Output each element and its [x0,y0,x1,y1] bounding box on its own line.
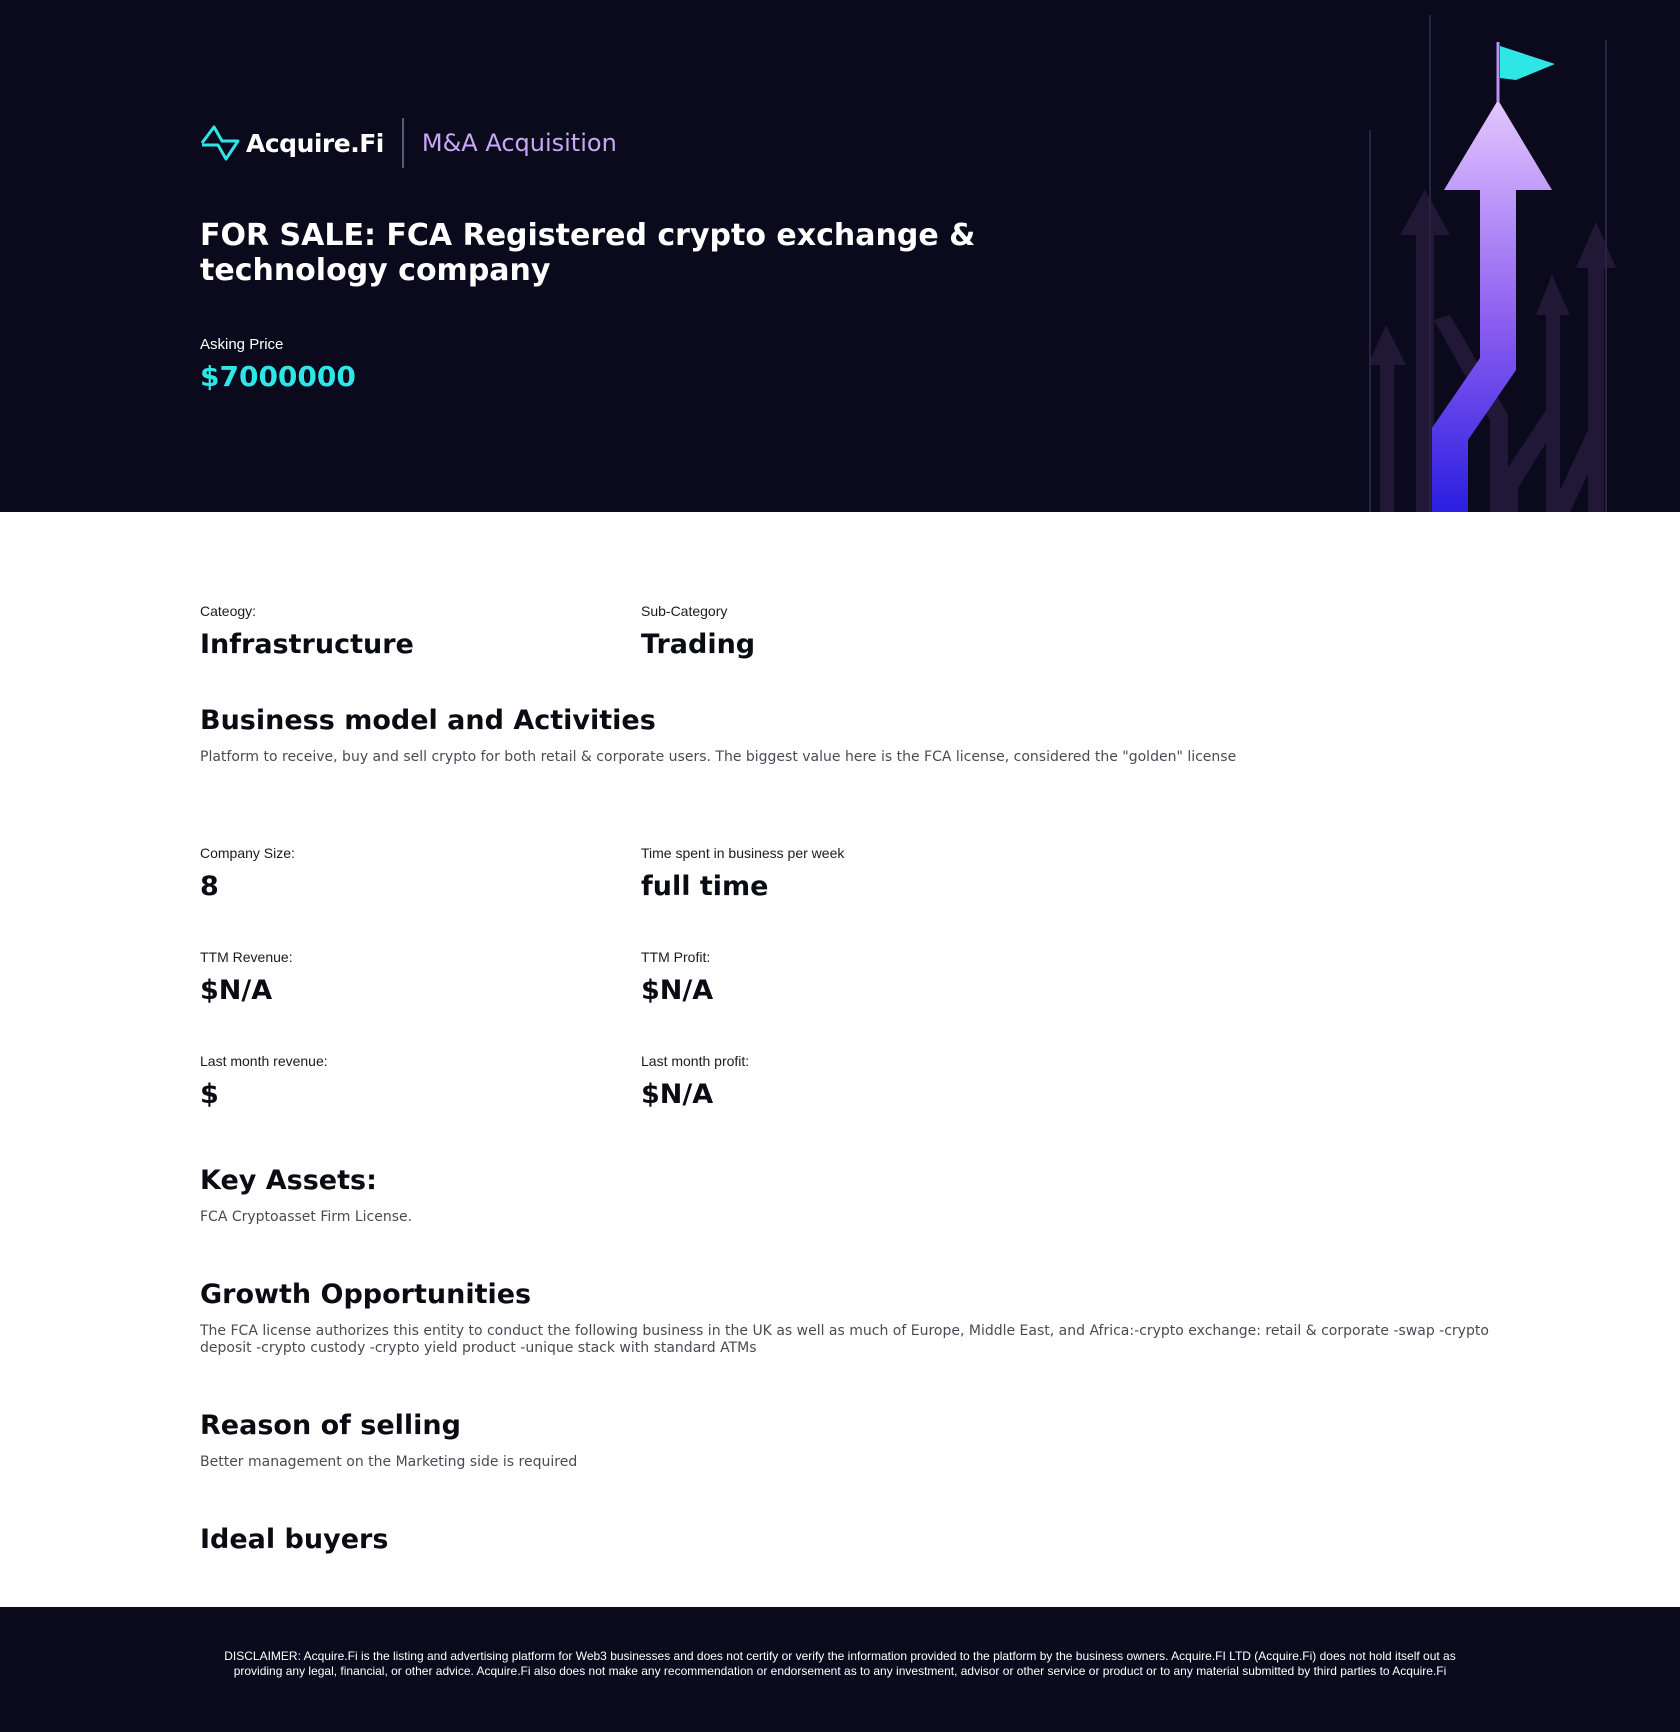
acquire-fi-logo-icon[interactable] [200,123,240,163]
company-size-field [200,845,295,902]
growth-opportunities-text: The FCA license authorizes this entity to conduct the following business in the UK as well as much of Europe, Middle East, and Africa:-crypto exchange: retail & corporate -swap -crypto deposit -crypto custody -crypto yield product -unique stack with standard ATMs [200,1323,1489,1356]
ttm-revenue-value: $N/A [200,975,273,1006]
asking-price-value: $7000000 [200,360,356,393]
last-month-revenue-field [200,1053,328,1110]
brand-subtitle: M&A Acquisition [421,129,617,157]
last-month-revenue-label: Last month revenue: [200,1053,328,1069]
footer [0,1607,1680,1732]
company-size-label: Company Size: [200,845,295,861]
category-label: Cateogy: [200,603,257,619]
key-assets-title: Key Assets: [200,1165,377,1196]
ttm-revenue-field [200,949,293,1006]
time-spent-value: full time [641,871,769,902]
last-month-profit-label: Last month profit: [641,1053,750,1069]
brand-header [200,118,617,168]
sub-category-label: Sub-Category [641,603,728,619]
brand-divider [402,118,404,168]
ideal-buyers-title: Ideal buyers [200,1524,389,1555]
category-field [200,603,414,660]
business-model-text: Platform to receive, buy and sell crypto for both retail & corporate users. The biggest value here is the FCA license, considered the "golden" license [200,749,1237,765]
sub-category-value: Trading [641,629,756,660]
last-month-profit-field [641,1053,749,1110]
ttm-profit-label: TTM Profit: [641,949,711,965]
reason-of-selling-title: Reason of selling [200,1410,461,1441]
last-month-profit-value: $N/A [641,1079,714,1110]
hero-banner [0,0,1680,512]
last-month-revenue-value: $ [200,1079,219,1110]
listing-title: FOR SALE: FCA Registered crypto exchange & technology company [200,218,976,288]
ttm-revenue-label: TTM Revenue: [200,949,293,965]
asking-price-label: Asking Price [200,336,284,353]
growth-arrow-flag-icon [1340,0,1680,512]
hero-content [200,0,1200,512]
brand-name[interactable]: Acquire.Fi [246,128,384,158]
ttm-profit-field [641,949,713,1006]
key-assets-text: FCA Cryptoasset Firm License. [200,1209,413,1225]
reason-of-selling-text: Better management on the Marketing side is required [200,1454,578,1470]
category-value: Infrastructure [200,629,414,660]
growth-opportunities-title: Growth Opportunities [200,1279,532,1310]
disclaimer-text: DISCLAIMER: Acquire.Fi is the listing and advertising platform for Web3 businesses and does not certify or verify the information provided to the platform by the business owners. Acquire.FI LTD (Acquire.Fi) does not hold itself out as providing any legal, financial, or other advice. Acquire.Fi also does not make any recommendation or endorsement as to any investment, advisor or other service or product or to any material submitted by third parties to Acquire.Fi [224,1649,1456,1678]
business-model-title: Business model and Activities [200,705,656,736]
company-size-value: 8 [200,871,219,902]
time-spent-label: Time spent in business per week [641,845,845,861]
time-spent-field [641,845,844,902]
ttm-profit-value: $N/A [641,975,714,1006]
sub-category-field [641,603,755,660]
